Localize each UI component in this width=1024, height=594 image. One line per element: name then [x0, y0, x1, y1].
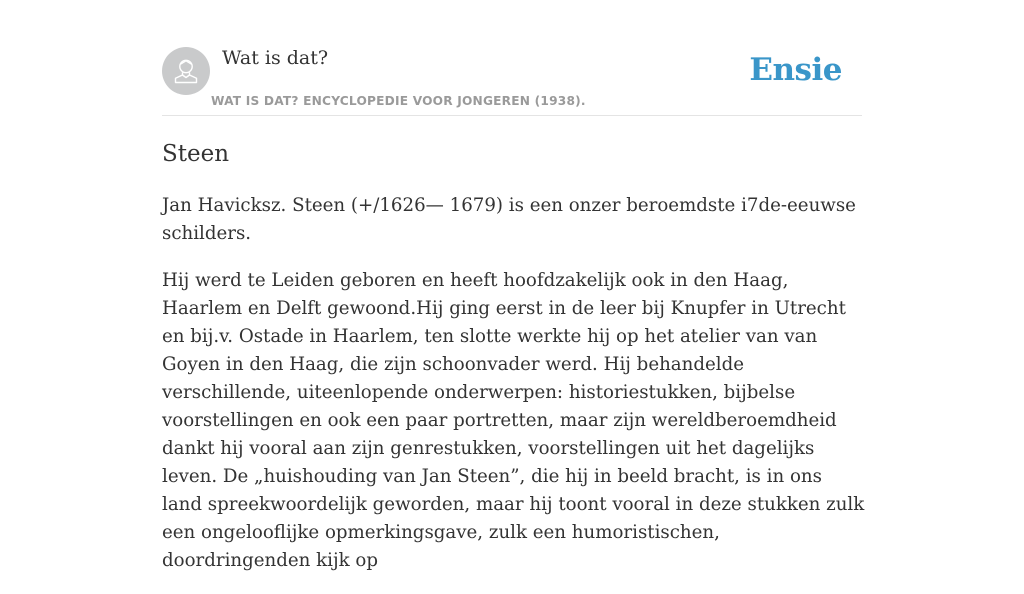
ensie-logo[interactable]: Ensie [749, 52, 842, 88]
article-title: Steen [162, 141, 230, 167]
source-subtitle[interactable]: WAT IS DAT? ENCYCLOPEDIE VOOR JONGEREN (1938). [211, 94, 586, 108]
user-placeholder-icon[interactable] [162, 47, 210, 95]
article-paragraph: Hij werd te Leiden geboren en heeft hoofdzakelijk ook in den Haag, Haarlem en Delft gewoond.Hij ging eerst in de leer bij Knupfer in Utrecht en bij.v. Ostade in Haarlem, ten slotte werkte hij op het atelier van van Goyen in den Haag, die zijn schoonvader werd. Hij behandelde verschillende, uiteenlopende onderwerpen: historiestukken, bijbelse voorstellingen en ook een paar portretten, maar zijn wereldberoemdheid dankt hij vooral aan zijn genrestukken, voorstellingen uit het dagelijks leven. De „huishouding van Jan Steen”, die hij in beeld bracht, is in ons land spreekwoordelijk geworden, maar hij toont vooral in deze stukken zulk een ongelooflijke opmerkingsgave, zulk een humoristischen, doordringenden kijk op [162, 270, 865, 571]
source-title[interactable]: Wat is dat? [222, 47, 329, 69]
source-header [162, 46, 862, 116]
article-paragraph: Jan Havicksz. Steen (+/1626— 1679) is een onzer beroemdste i7de-eeuwse schilders. [162, 195, 856, 244]
article-body [162, 192, 867, 594]
